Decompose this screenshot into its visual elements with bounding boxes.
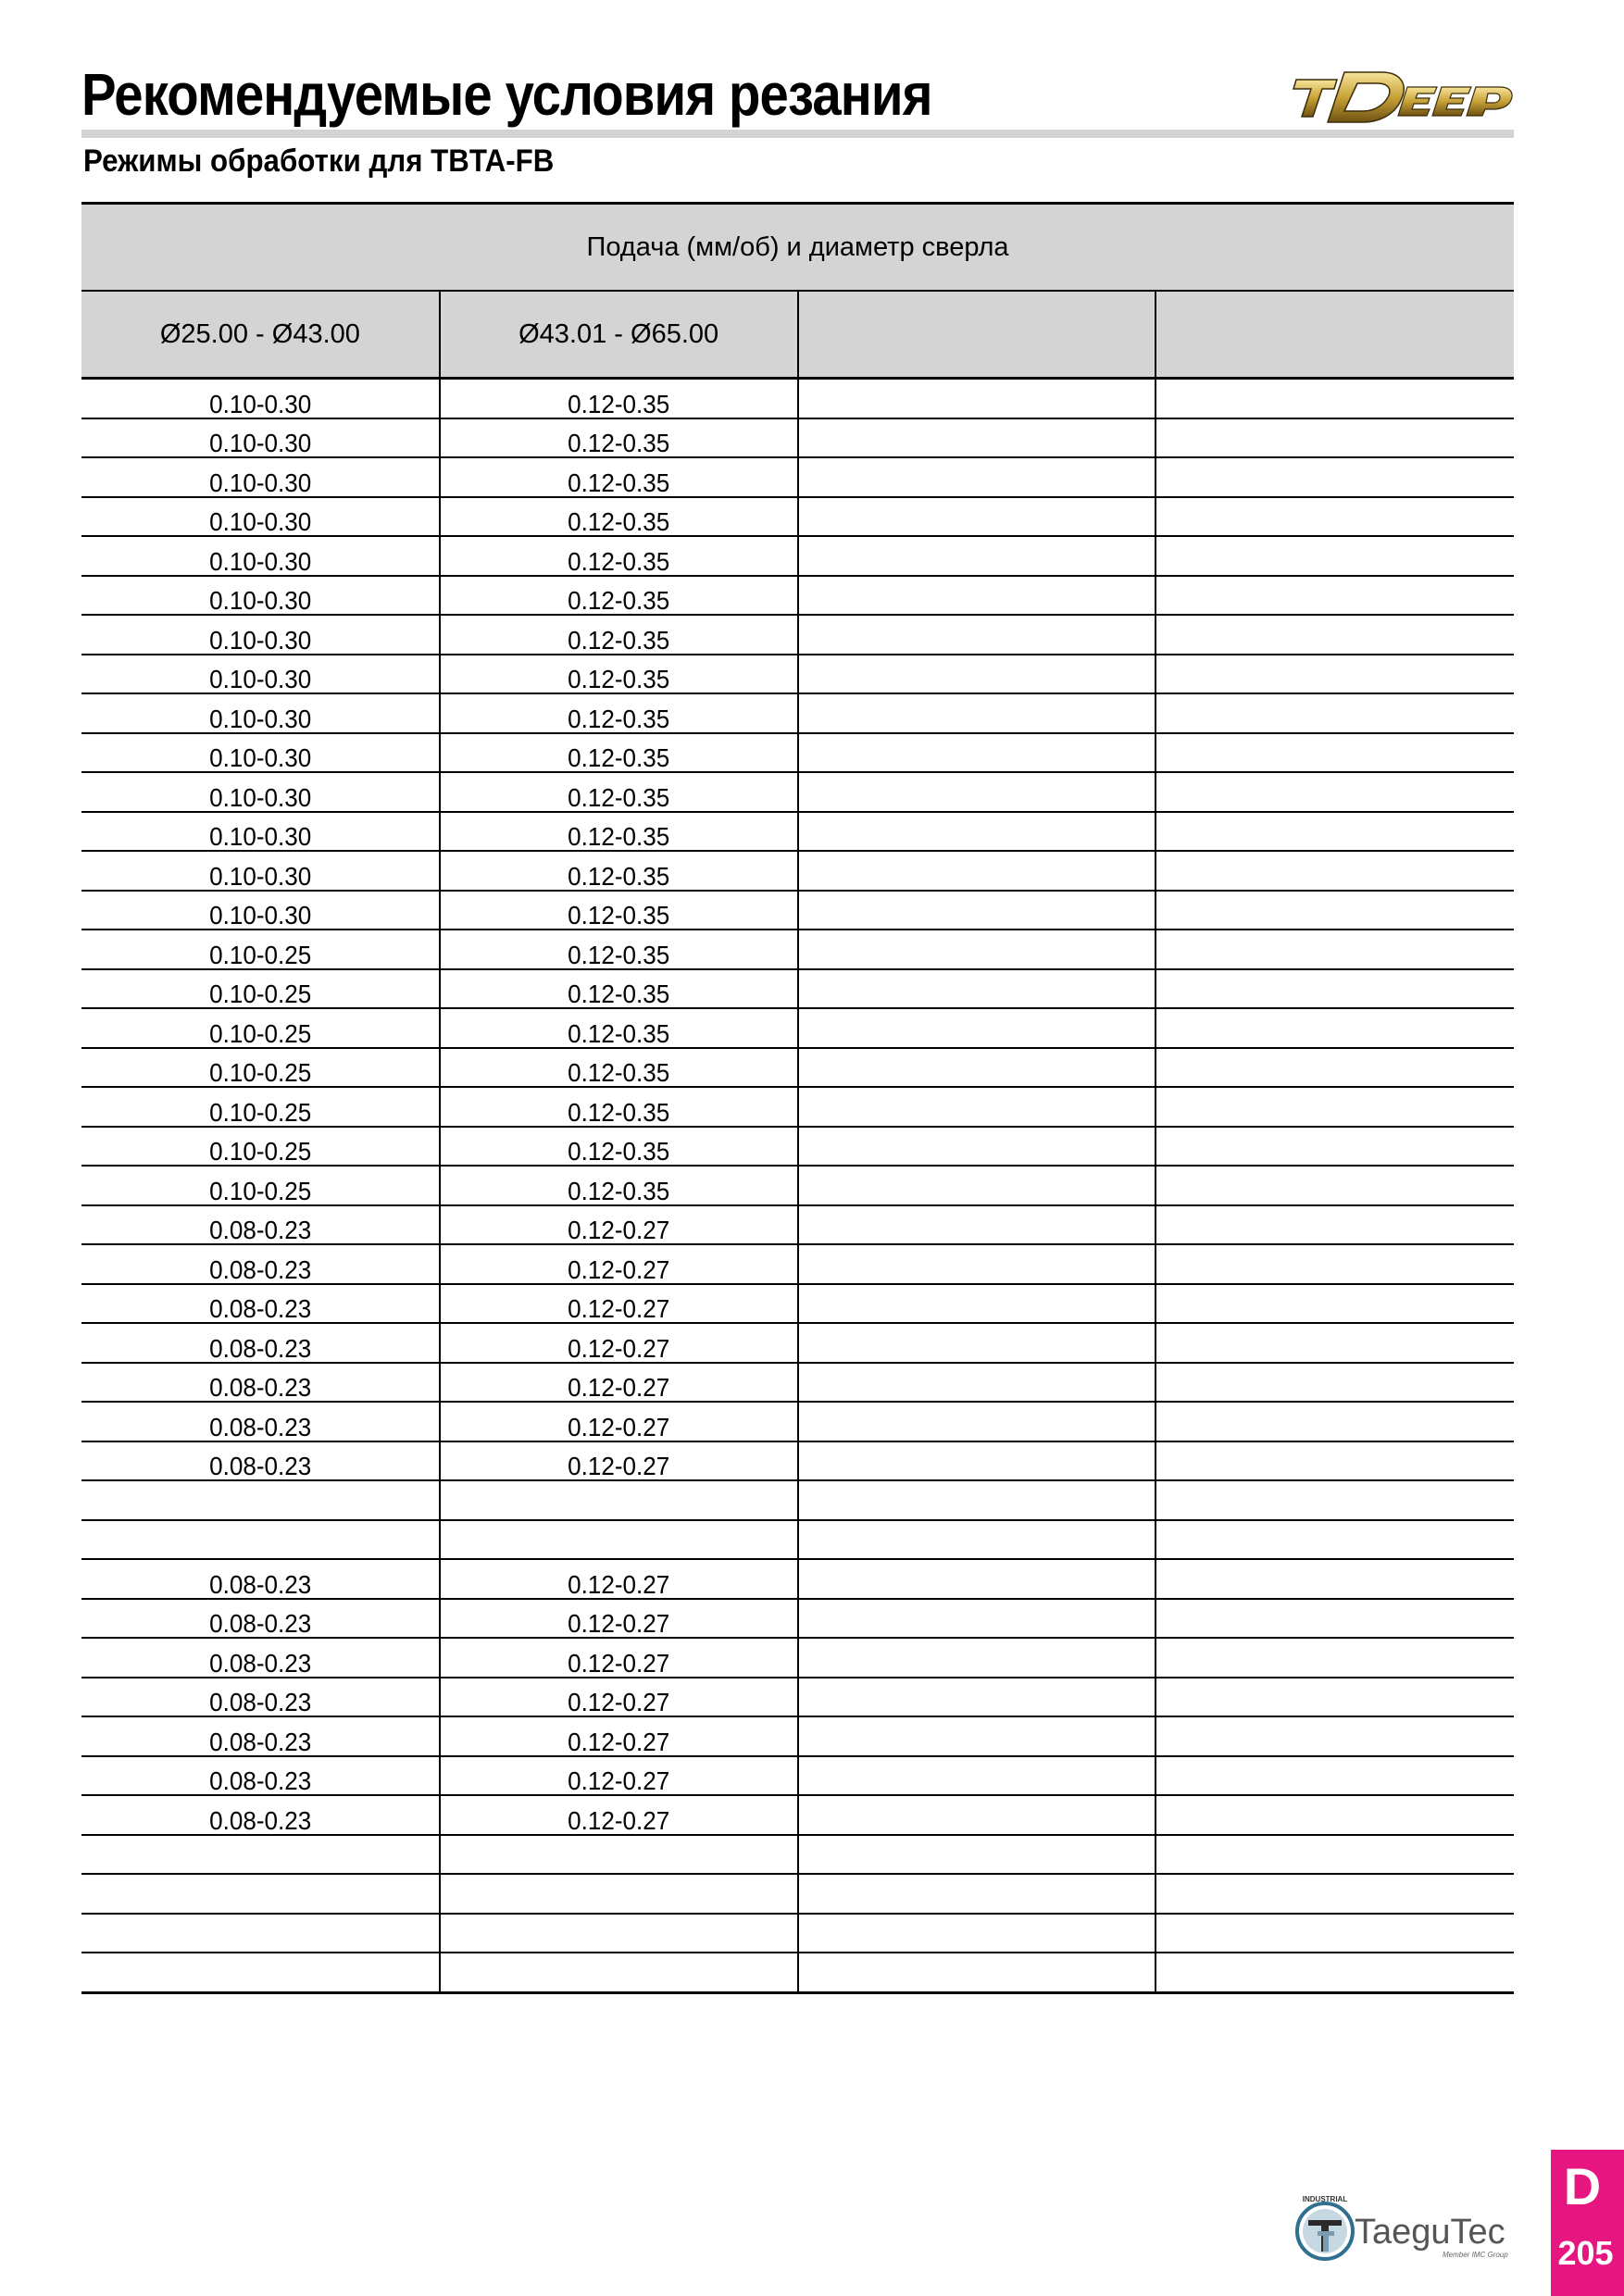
table-row [81, 1874, 1514, 1914]
cell-value: 0.08-0.23 [208, 1294, 311, 1323]
section-tab [1551, 2150, 1624, 2296]
table-row [81, 812, 1514, 852]
table-cell [440, 379, 798, 418]
table-row [81, 1520, 1514, 1560]
table-cell [81, 812, 440, 852]
table-cell [1156, 1402, 1514, 1441]
cell-value: 0.08-0.23 [208, 1688, 311, 1716]
column-header: Ø43.01 - Ø65.00 [440, 291, 798, 379]
table-cell [1156, 1914, 1514, 1953]
table-cell [1156, 1599, 1514, 1639]
table-cell [798, 1323, 1156, 1363]
table-cell [1156, 1363, 1514, 1403]
table-cell [81, 733, 440, 773]
table-cell [440, 1559, 798, 1599]
table-row [81, 1087, 1514, 1127]
table-column-header-row [81, 291, 1514, 379]
cell-value: 0.08-0.23 [208, 1452, 311, 1480]
table-cell [440, 1599, 798, 1639]
page-title: Рекомендуемые условия резания [81, 61, 932, 128]
page-number: 205 [1557, 2234, 1614, 2272]
table-cell [81, 576, 440, 616]
cell-value: 0.12-0.27 [568, 1373, 670, 1402]
cell-value: 0.12-0.27 [568, 1452, 670, 1480]
table-cell [81, 1048, 440, 1088]
table-cell [440, 693, 798, 733]
cell-value: 0.10-0.30 [208, 468, 311, 497]
table-cell [81, 497, 440, 537]
table-cell [1156, 1008, 1514, 1048]
table-cell [440, 1914, 798, 1953]
cell-value: 0.12-0.27 [568, 1688, 670, 1716]
table-cell [1156, 1480, 1514, 1520]
table-cell [798, 1559, 1156, 1599]
cell-value: 0.10-0.25 [208, 980, 311, 1008]
table-row [81, 851, 1514, 891]
table-row [81, 1559, 1514, 1599]
table-cell [798, 930, 1156, 969]
table-cell [440, 1716, 798, 1756]
table-row [81, 693, 1514, 733]
table-row [81, 772, 1514, 812]
cell-value: 0.12-0.35 [568, 586, 670, 615]
table-cell [798, 1402, 1156, 1441]
table-row [81, 1638, 1514, 1678]
table-cell [798, 1244, 1156, 1284]
table-cell [440, 1638, 798, 1678]
column-header [1156, 291, 1514, 379]
table-cell [81, 418, 440, 458]
cell-value: 0.08-0.23 [208, 1254, 311, 1284]
section-letter: D [1563, 2157, 1602, 2215]
table-cell [798, 457, 1156, 497]
table-cell [798, 1678, 1156, 1717]
cell-value: 0.10-0.30 [208, 743, 311, 772]
table-cell [81, 1678, 440, 1717]
table-cell [440, 1087, 798, 1127]
table-cell [440, 772, 798, 812]
table-cell [798, 1127, 1156, 1167]
cell-value: 0.08-0.23 [208, 1373, 311, 1402]
table-cell [440, 733, 798, 773]
table-row [81, 891, 1514, 930]
table-cell [798, 1166, 1156, 1205]
cell-value: 0.10-0.25 [208, 1097, 311, 1127]
feed-table [81, 202, 1514, 1994]
cell-value: 0.12-0.27 [568, 1254, 670, 1284]
table-cell [798, 1953, 1156, 1992]
table-cell [81, 1441, 440, 1481]
table-cell [81, 772, 440, 812]
table-cell [798, 812, 1156, 852]
table-cell [440, 1756, 798, 1796]
table-row [81, 615, 1514, 655]
table-cell [81, 1244, 440, 1284]
table-cell [798, 536, 1156, 576]
table-row [81, 1480, 1514, 1520]
cell-value: 0.10-0.30 [208, 901, 311, 930]
table-row [81, 969, 1514, 1009]
table-cell [440, 1441, 798, 1481]
table-cell [440, 457, 798, 497]
table-cell [81, 1599, 440, 1639]
cell-value: 0.08-0.23 [208, 1609, 311, 1638]
table-row [81, 1914, 1514, 1953]
table-cell [81, 1127, 440, 1167]
table-cell [440, 1480, 798, 1520]
table-row [81, 1127, 1514, 1167]
cell-value: 0.10-0.30 [208, 704, 311, 733]
cell-value: 0.12-0.27 [568, 1412, 670, 1441]
cell-value: 0.12-0.35 [568, 782, 670, 812]
table-cell [81, 1559, 440, 1599]
table-cell [1156, 891, 1514, 930]
table-cell [81, 457, 440, 497]
table-row [81, 1835, 1514, 1875]
cell-value: 0.10-0.30 [208, 586, 311, 615]
table-cell [1156, 1835, 1514, 1875]
table-cell [798, 655, 1156, 694]
table-cell [798, 1205, 1156, 1245]
table-cell [798, 1638, 1156, 1678]
table-cell [1156, 1678, 1514, 1717]
table-cell [81, 1402, 440, 1441]
cell-value: 0.08-0.23 [208, 1333, 311, 1363]
table-cell [1156, 930, 1514, 969]
table-cell [81, 1638, 440, 1678]
table-cell [81, 1874, 440, 1914]
table-row [81, 576, 1514, 616]
table-cell [440, 851, 798, 891]
cell-value: 0.10-0.25 [208, 1137, 311, 1166]
table-cell [1156, 1559, 1514, 1599]
table-row [81, 1284, 1514, 1324]
table-cell [1156, 693, 1514, 733]
table-row [81, 1402, 1514, 1441]
table-row [81, 379, 1514, 418]
table-row [81, 733, 1514, 773]
cell-value: 0.10-0.30 [208, 822, 311, 851]
table-cell [798, 1048, 1156, 1088]
table-cell [81, 930, 440, 969]
table-cell [798, 1520, 1156, 1560]
table-row [81, 1008, 1514, 1048]
cell-value: 0.12-0.35 [568, 940, 670, 969]
table-cell [440, 655, 798, 694]
table-row [81, 1716, 1514, 1756]
table-cell [440, 1048, 798, 1088]
table-cell [81, 655, 440, 694]
table-cell [798, 1363, 1156, 1403]
cell-value: 0.10-0.25 [208, 1058, 311, 1087]
table-cell [1156, 1048, 1514, 1088]
table-cell [440, 930, 798, 969]
table-row [81, 418, 1514, 458]
company-name: TaeguTec [1355, 2213, 1505, 2252]
table-cell [798, 1284, 1156, 1324]
cell-value: 0.12-0.27 [568, 1216, 670, 1244]
table-cell [440, 1284, 798, 1324]
cell-value: 0.12-0.27 [568, 1727, 670, 1756]
table-cell [440, 536, 798, 576]
cell-value: 0.12-0.35 [568, 861, 670, 891]
table-cell [798, 969, 1156, 1009]
table-cell [798, 693, 1156, 733]
table-cell [81, 1520, 440, 1560]
tdeep-logo [1289, 65, 1516, 130]
table-cell [1156, 851, 1514, 891]
table-cell [798, 772, 1156, 812]
table-cell [81, 969, 440, 1009]
table-row [81, 1678, 1514, 1717]
cell-value: 0.12-0.35 [568, 704, 670, 733]
table-cell [1156, 576, 1514, 616]
table-cell [440, 1874, 798, 1914]
table-cell [1156, 812, 1514, 852]
table-row [81, 1205, 1514, 1245]
table-cell [81, 1323, 440, 1363]
table-row [81, 1323, 1514, 1363]
table-cell [81, 1166, 440, 1205]
table-cell [1156, 1166, 1514, 1205]
table-cell [81, 1087, 440, 1127]
cell-value: 0.12-0.35 [568, 546, 670, 576]
table-cell [798, 1087, 1156, 1127]
table-cell [1156, 1244, 1514, 1284]
cell-value: 0.12-0.35 [568, 389, 670, 418]
table-cell [81, 536, 440, 576]
table-cell [440, 812, 798, 852]
table-row [81, 1953, 1514, 1992]
table-cell [798, 576, 1156, 616]
table-cell [440, 1835, 798, 1875]
table-row [81, 1756, 1514, 1796]
table-cell [1156, 1087, 1514, 1127]
table-row [81, 655, 1514, 694]
cell-value: 0.12-0.35 [568, 507, 670, 536]
cell-value: 0.12-0.35 [568, 1097, 670, 1127]
table-cell [798, 1008, 1156, 1048]
cell-value: 0.12-0.27 [568, 1648, 670, 1678]
table-cell [81, 1716, 440, 1756]
company-tagline: Member IMC Group [1443, 2251, 1508, 2259]
cell-value: 0.08-0.23 [208, 1648, 311, 1678]
cell-value: 0.12-0.35 [568, 901, 670, 930]
taegutec-logo [1290, 2190, 1521, 2265]
table-cell [440, 1244, 798, 1284]
cell-value: 0.10-0.30 [208, 861, 311, 891]
table-cell [798, 1441, 1156, 1481]
cell-value: 0.12-0.27 [568, 1569, 670, 1599]
cell-value: 0.12-0.35 [568, 980, 670, 1008]
table-cell [81, 891, 440, 930]
table-body [81, 379, 1514, 1993]
table-cell [440, 1953, 798, 1992]
table-cell [440, 1166, 798, 1205]
table-cell [440, 615, 798, 655]
table-cell [798, 733, 1156, 773]
table-cell [1156, 1284, 1514, 1324]
cell-value: 0.10-0.30 [208, 782, 311, 812]
table-cell [1156, 1716, 1514, 1756]
cell-value: 0.12-0.27 [568, 1294, 670, 1323]
cell-value: 0.12-0.35 [568, 625, 670, 655]
cell-value: 0.10-0.30 [208, 429, 311, 457]
table-cell [798, 1480, 1156, 1520]
cell-value: 0.08-0.23 [208, 1727, 311, 1756]
table-cell [1156, 1874, 1514, 1914]
table-cell [440, 1127, 798, 1167]
table-cell [81, 1363, 440, 1403]
table-cell [798, 418, 1156, 458]
cell-value: 0.12-0.27 [568, 1333, 670, 1363]
table-cell [1156, 497, 1514, 537]
table-row [81, 1441, 1514, 1481]
table-cell [1156, 379, 1514, 418]
table-row [81, 1599, 1514, 1639]
cell-value: 0.10-0.30 [208, 507, 311, 536]
table-cell [798, 1599, 1156, 1639]
table-cell [1156, 1953, 1514, 1992]
table-cell [81, 1480, 440, 1520]
table-cell [1156, 418, 1514, 458]
table-cell [798, 891, 1156, 930]
column-header: Ø25.00 - Ø43.00 [81, 291, 440, 379]
logo-arc-text: INDUSTRIAL [1302, 2195, 1348, 2203]
table-cell [798, 1795, 1156, 1835]
table-row [81, 497, 1514, 537]
table-cell [81, 1953, 440, 1992]
table-cell [798, 1756, 1156, 1796]
table-cell [1156, 536, 1514, 576]
feed-group-header: Подача (мм/об) и диаметр сверла [81, 204, 1514, 292]
table-cell [1156, 457, 1514, 497]
table-cell [81, 1835, 440, 1875]
table-cell [798, 1835, 1156, 1875]
table-cell [81, 1795, 440, 1835]
table-cell [440, 1795, 798, 1835]
table-cell [440, 1363, 798, 1403]
table-cell [1156, 655, 1514, 694]
table-cell [1156, 1795, 1514, 1835]
table-cell [1156, 733, 1514, 773]
cell-value: 0.10-0.25 [208, 1176, 311, 1205]
table-row [81, 457, 1514, 497]
cell-value: 0.10-0.30 [208, 665, 311, 693]
table-cell [1156, 1520, 1514, 1560]
table-row [81, 1048, 1514, 1088]
table-cell [81, 615, 440, 655]
table-cell [81, 1008, 440, 1048]
table-cell [440, 497, 798, 537]
cell-value: 0.10-0.25 [208, 1018, 311, 1048]
table-cell [798, 1716, 1156, 1756]
cell-value: 0.12-0.35 [568, 1137, 670, 1166]
table-group-header-row [81, 204, 1514, 292]
cell-value: 0.12-0.35 [568, 665, 670, 693]
table-cell [440, 576, 798, 616]
cell-value: 0.12-0.35 [568, 743, 670, 772]
table-cell [440, 1402, 798, 1441]
table-cell [1156, 1441, 1514, 1481]
cell-value: 0.12-0.27 [568, 1805, 670, 1835]
table-cell [81, 379, 440, 418]
cell-value: 0.08-0.23 [208, 1569, 311, 1599]
table-row [81, 1795, 1514, 1835]
table-cell [440, 1205, 798, 1245]
cell-value: 0.08-0.23 [208, 1766, 311, 1795]
cell-value: 0.12-0.35 [568, 1176, 670, 1205]
table-cell [798, 379, 1156, 418]
column-header [798, 291, 1156, 379]
table-row [81, 1244, 1514, 1284]
cell-value: 0.12-0.35 [568, 822, 670, 851]
table-cell [81, 1284, 440, 1324]
table-cell [1156, 1756, 1514, 1796]
table-cell [440, 1678, 798, 1717]
table-row [81, 1363, 1514, 1403]
cell-value: 0.12-0.35 [568, 1058, 670, 1087]
cell-value: 0.12-0.35 [568, 468, 670, 497]
cell-value: 0.08-0.23 [208, 1216, 311, 1244]
table-cell [1156, 772, 1514, 812]
table-cell [798, 1914, 1156, 1953]
table-row [81, 536, 1514, 576]
table-cell [798, 851, 1156, 891]
table-cell [440, 891, 798, 930]
table-cell [440, 969, 798, 1009]
cell-value: 0.10-0.25 [208, 940, 311, 969]
table-row [81, 1166, 1514, 1205]
table-cell [1156, 1127, 1514, 1167]
cell-value: 0.10-0.30 [208, 625, 311, 655]
table-cell [81, 1756, 440, 1796]
cell-value: 0.12-0.27 [568, 1766, 670, 1795]
table-cell [440, 1008, 798, 1048]
page-subtitle: Режимы обработки для TBTA-FB [83, 144, 555, 179]
table-cell [440, 418, 798, 458]
cell-value: 0.10-0.30 [208, 389, 311, 418]
table-cell [81, 1914, 440, 1953]
table-cell [798, 1874, 1156, 1914]
table-cell [81, 851, 440, 891]
table-cell [1156, 1205, 1514, 1245]
table-cell [1156, 1323, 1514, 1363]
cell-value: 0.12-0.35 [568, 1018, 670, 1048]
table-cell [440, 1323, 798, 1363]
table-cell [440, 1520, 798, 1560]
table-cell [81, 1205, 440, 1245]
table-cell [798, 615, 1156, 655]
table-row [81, 930, 1514, 969]
cell-value: 0.12-0.27 [568, 1609, 670, 1638]
table-cell [1156, 969, 1514, 1009]
table-cell [798, 497, 1156, 537]
table-cell [81, 693, 440, 733]
cell-value: 0.08-0.23 [208, 1412, 311, 1441]
table-cell [1156, 1638, 1514, 1678]
title-rule [81, 130, 1514, 138]
cell-value: 0.08-0.23 [208, 1805, 311, 1835]
cell-value: 0.12-0.35 [568, 429, 670, 457]
table-cell [1156, 615, 1514, 655]
cell-value: 0.10-0.30 [208, 546, 311, 576]
